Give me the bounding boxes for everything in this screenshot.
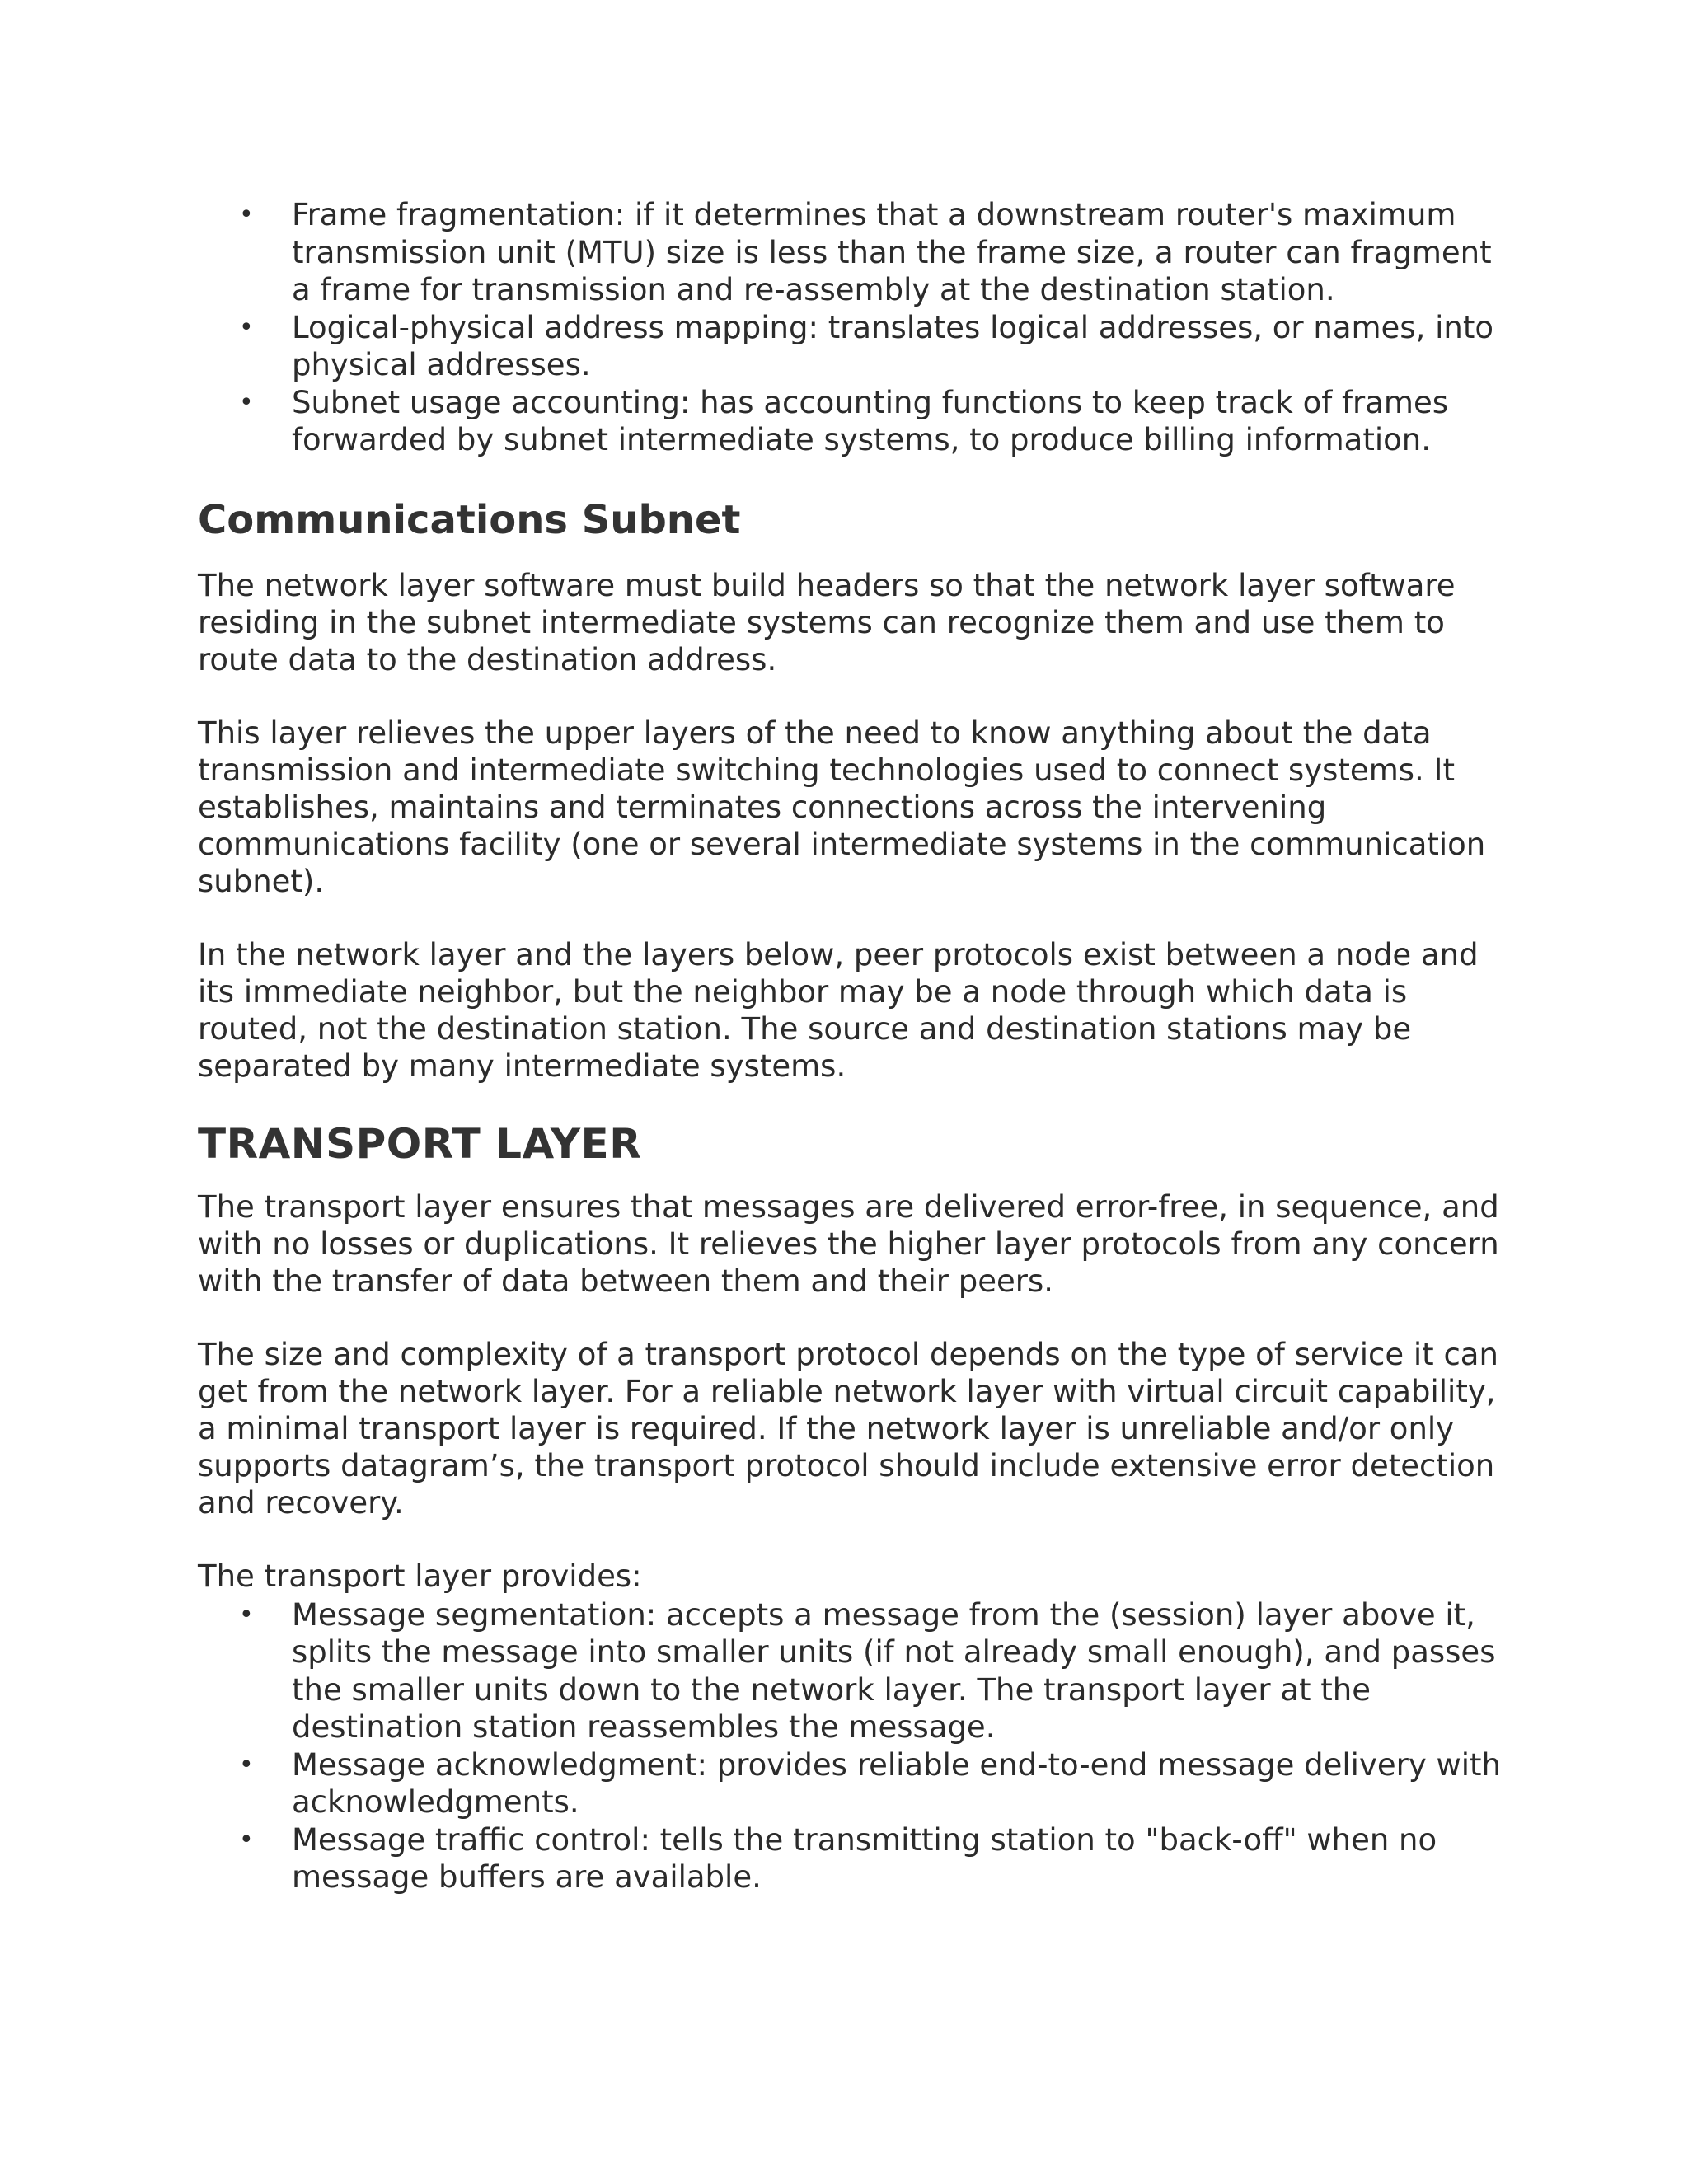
paragraph: The size and complexity of a transport protocol depends on the type of service it can get from the network layer. For a reliable network layer with virtual circuit capability, a minimal transport layer is required. If the network layer is unreliable and/or only supports datagram’s, the transport protocol should include extensive error detection and recovery.	[198, 1336, 1498, 1521]
bullet-text: Frame fragmentation: if it determines that a downstream router's maximum transmission unit (MTU) size is less than the frame size, a router can fragment a frame for transmission and re-assembly at the destination station.	[292, 197, 1492, 307]
list-item	[198, 196, 1517, 309]
paragraph: The transport layer ensures that messages are delivered error-free, in sequence, and with no losses or duplications. It relieves the higher layer protocols from any concern with the transfer of data between them and their peers.	[198, 1188, 1499, 1299]
bullet-text: Message segmentation: accepts a message from the (session) layer above it, splits the message into smaller units (if not already small enough), and passes the smaller units down to the network layer. The transport layer at the destination station reassembles the message.	[292, 1596, 1496, 1745]
list-item	[198, 1746, 1517, 1821]
document-page	[198, 196, 1517, 1896]
communications-subnet-heading: Communications Subnet	[198, 496, 741, 543]
bullet-text: Message traffic control: tells the transmitting station to "back-off" when no message buffers are available.	[292, 1821, 1437, 1895]
transport-layer-heading: TRANSPORT LAYER	[198, 1119, 642, 1168]
paragraph: This layer relieves the upper layers of the need to know anything about the data transmission and intermediate switching technologies used to connect systems. It establishes, maintains and terminates connections across the intervening communications facility (one or several intermediate systems in the communication subnet).	[198, 715, 1486, 899]
bullet-icon: •	[239, 1600, 254, 1629]
bullet-icon: •	[239, 1825, 254, 1854]
bullet-icon: •	[239, 200, 254, 229]
provides-intro: The transport layer provides:	[198, 1558, 642, 1594]
network-functions-list	[198, 196, 1517, 459]
bullet-icon: •	[239, 1750, 254, 1779]
list-item	[198, 1596, 1517, 1746]
bullet-text: Message acknowledgment: provides reliable end-to-end message delivery with acknowledgments.	[292, 1746, 1501, 1820]
paragraph: In the network layer and the layers below, peer protocols exist between a node and its immediate neighbor, but the neighbor may be a node through which data is routed, not the destination station. The source and destination stations may be separated by many intermediate systems.	[198, 936, 1479, 1084]
paragraph: The network layer software must build headers so that the network layer software residing in the subnet intermediate systems can recognize them and use them to route data to the destination address.	[198, 567, 1456, 677]
list-item	[198, 384, 1517, 459]
transport-provides-list	[198, 1596, 1517, 1896]
list-item	[198, 309, 1517, 384]
bullet-icon: •	[239, 312, 254, 342]
list-item	[198, 1821, 1517, 1896]
bullet-text: Logical-physical address mapping: translates logical addresses, or names, into physical addresses.	[292, 309, 1493, 382]
bullet-icon: •	[239, 387, 254, 417]
bullet-text: Subnet usage accounting: has accounting functions to keep track of frames forwarded by subnet intermediate systems, to produce billing information.	[292, 384, 1449, 457]
